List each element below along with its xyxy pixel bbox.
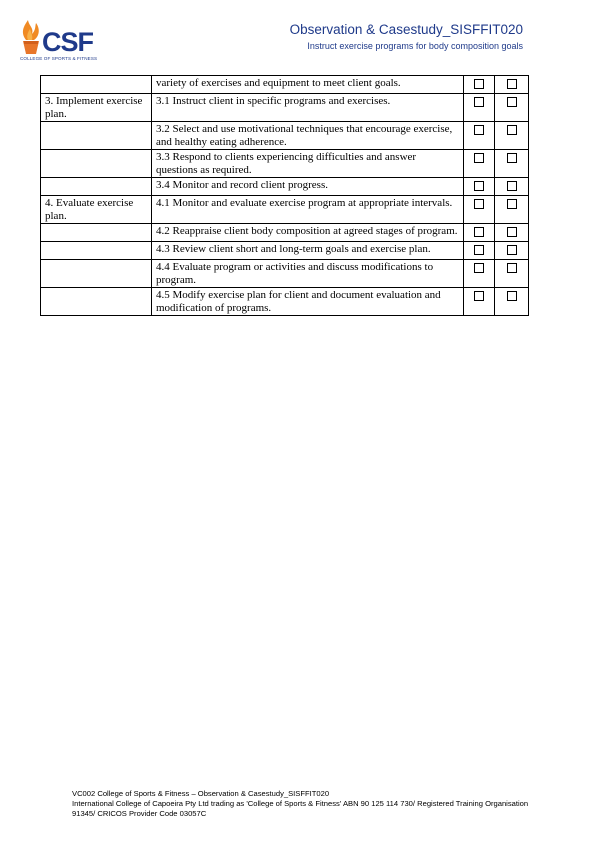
satisfactory-cell xyxy=(464,260,495,288)
satisfactory-cell xyxy=(464,150,495,178)
satisfactory-cell xyxy=(464,288,495,316)
criterion-cell: 3.3 Respond to clients experiencing difficulties and answer questions as required. xyxy=(152,150,464,178)
element-cell xyxy=(41,178,152,196)
not-satisfactory-cell xyxy=(495,242,529,260)
not-satisfactory-cell xyxy=(495,94,529,122)
not-satisfactory-checkbox[interactable] xyxy=(507,181,517,191)
criterion-cell: 4.1 Monitor and evaluate exercise program at appropriate intervals. xyxy=(152,196,464,224)
page-footer xyxy=(72,789,532,819)
not-satisfactory-cell xyxy=(495,76,529,94)
footer-line-1: VC002 College of Sports & Fitness – Observation & Casestudy_SISFFIT020 xyxy=(72,789,330,798)
satisfactory-cell xyxy=(464,122,495,150)
element-cell: 3. Implement exercise plan. xyxy=(41,94,152,122)
not-satisfactory-cell xyxy=(495,122,529,150)
not-satisfactory-checkbox[interactable] xyxy=(507,291,517,301)
criterion-cell: 3.4 Monitor and record client progress. xyxy=(152,178,464,196)
criterion-cell: 3.2 Select and use motivational techniques that encourage exercise, and healthy eating adherence. xyxy=(152,122,464,150)
satisfactory-checkbox[interactable] xyxy=(474,245,484,255)
not-satisfactory-checkbox[interactable] xyxy=(507,227,517,237)
not-satisfactory-cell xyxy=(495,224,529,242)
satisfactory-checkbox[interactable] xyxy=(474,153,484,163)
footer-line-2: International College of Capoeira Pty Ltd trading as 'College of Sports & Fitness' ABN 90 125 114 730/ Registered Training Organisation 91345/ CRICOS Provider Code 03057C xyxy=(72,799,529,818)
element-cell xyxy=(41,242,152,260)
element-cell: 4. Evaluate exercise plan. xyxy=(41,196,152,224)
satisfactory-checkbox[interactable] xyxy=(474,227,484,237)
satisfactory-checkbox[interactable] xyxy=(474,125,484,135)
not-satisfactory-checkbox[interactable] xyxy=(507,199,517,209)
not-satisfactory-checkbox[interactable] xyxy=(507,79,517,89)
satisfactory-cell xyxy=(464,196,495,224)
element-cell xyxy=(41,260,152,288)
document-title: Observation & Casestudy_SISFFIT020 xyxy=(289,22,523,37)
satisfactory-checkbox[interactable] xyxy=(474,97,484,107)
criterion-cell: 3.1 Instruct client in specific programs and exercises. xyxy=(152,94,464,122)
satisfactory-cell xyxy=(464,76,495,94)
not-satisfactory-cell xyxy=(495,260,529,288)
not-satisfactory-cell xyxy=(495,288,529,316)
satisfactory-cell xyxy=(464,94,495,122)
table-row xyxy=(41,224,529,242)
not-satisfactory-checkbox[interactable] xyxy=(507,263,517,273)
element-cell xyxy=(41,224,152,242)
not-satisfactory-checkbox[interactable] xyxy=(507,97,517,107)
criterion-cell: 4.3 Review client short and long-term goals and exercise plan. xyxy=(152,242,464,260)
not-satisfactory-cell xyxy=(495,196,529,224)
satisfactory-checkbox[interactable] xyxy=(474,291,484,301)
criterion-cell: variety of exercises and equipment to meet client goals. xyxy=(152,76,464,94)
satisfactory-checkbox[interactable] xyxy=(474,199,484,209)
element-cell xyxy=(41,76,152,94)
not-satisfactory-checkbox[interactable] xyxy=(507,153,517,163)
element-cell xyxy=(41,288,152,316)
satisfactory-cell xyxy=(464,178,495,196)
table-row xyxy=(41,288,529,316)
table-row xyxy=(41,260,529,288)
logo-caption: COLLEGE OF SPORTS & FITNESS xyxy=(20,56,98,61)
table-row xyxy=(41,150,529,178)
assessment-table xyxy=(40,75,529,316)
not-satisfactory-cell xyxy=(495,150,529,178)
table-row xyxy=(41,196,529,224)
not-satisfactory-cell xyxy=(495,178,529,196)
table-row xyxy=(41,94,529,122)
satisfactory-cell xyxy=(464,242,495,260)
criterion-cell: 4.2 Reappraise client body composition at agreed stages of program. xyxy=(152,224,464,242)
flame-torch-icon xyxy=(18,18,108,58)
element-cell xyxy=(41,150,152,178)
logo-wordmark: CSF xyxy=(42,27,93,57)
satisfactory-checkbox[interactable] xyxy=(474,79,484,89)
satisfactory-checkbox[interactable] xyxy=(474,181,484,191)
element-cell xyxy=(41,122,152,150)
assessment-rows xyxy=(41,76,529,316)
table-row xyxy=(41,178,529,196)
satisfactory-checkbox[interactable] xyxy=(474,263,484,273)
satisfactory-cell xyxy=(464,224,495,242)
table-row xyxy=(41,122,529,150)
document-subtitle: Instruct exercise programs for body composition goals xyxy=(307,41,523,51)
criterion-cell: 4.5 Modify exercise plan for client and document evaluation and modification of programs. xyxy=(152,288,464,316)
table-row xyxy=(41,242,529,260)
not-satisfactory-checkbox[interactable] xyxy=(507,245,517,255)
criterion-cell: 4.4 Evaluate program or activities and discuss modifications to program. xyxy=(152,260,464,288)
table-row xyxy=(41,76,529,94)
not-satisfactory-checkbox[interactable] xyxy=(507,125,517,135)
